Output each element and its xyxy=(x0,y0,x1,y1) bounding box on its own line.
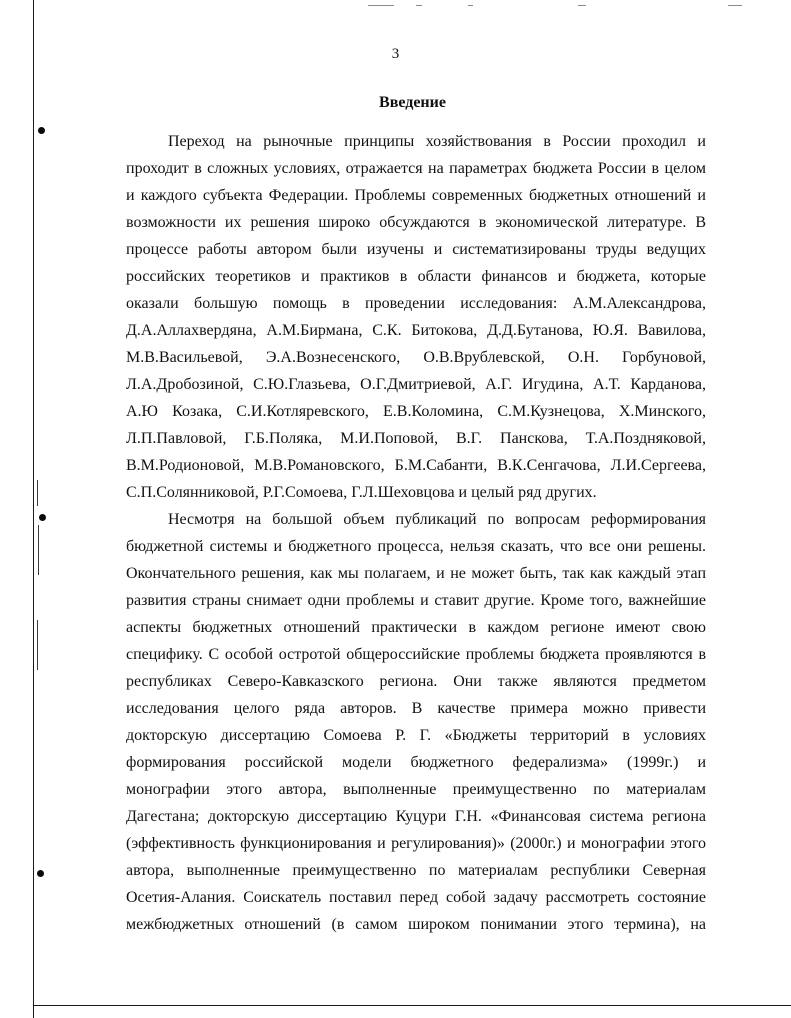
text-line: Дагестана; докторскую диссертацию Куцури Г.Н. «Финансовая система региона xyxy=(126,808,706,825)
text-line: (эффективность функционирования и регулирования)» (2000г.) и монографии этого xyxy=(126,835,706,852)
section-heading: Введение xyxy=(379,94,446,111)
text-line: Л.А.Дробозиной, С.Ю.Глазьева, О.Г.Дмитриевой, А.Г. Игудина, А.Т. Карданова, xyxy=(126,376,706,393)
scan-margin-tick xyxy=(38,525,39,575)
text-line: автора, выполненные преимущественно по материалам республики Северная xyxy=(126,862,706,879)
page-number: 3 xyxy=(391,46,400,62)
binder-hole-mark-top xyxy=(38,127,45,134)
text-line: А.Ю Козака, С.И.Котляревского, Е.В.Коломина, С.М.Кузнецова, Х.Минского, xyxy=(126,403,706,420)
text-line: оказали большую помощь в проведении исследования: А.М.Александрова, xyxy=(126,295,706,312)
text-line: формирования российской модели бюджетного федерализма» (1999г.) и xyxy=(126,754,706,771)
text-line: Осетия-Алания. Соискатель поставил перед собой задачу рассмотреть состояние xyxy=(126,889,706,906)
text-line: Л.П.Павловой, Г.Б.Поляка, М.И.Поповой, В.Г. Панскова, Т.А.Поздняковой, xyxy=(126,430,706,447)
text-line: российских теоретиков и практиков в области финансов и бюджета, которые xyxy=(126,268,706,285)
text-line: В.М.Родионовой, М.В.Романовского, Б.М.Сабанти, В.К.Сенгачова, Л.И.Сергеева, xyxy=(126,457,706,474)
text-line: специфику. С особой остротой общероссийские проблемы бюджета проявляются в xyxy=(126,646,706,663)
text-line: докторскую диссертацию Сомоева Р. Г. «Бюджеты территорий в условиях xyxy=(126,727,706,744)
text-line: межбюджетных отношений (в самом широком понимании этого термина), на xyxy=(126,916,706,933)
binder-hole-mark-middle xyxy=(39,514,46,521)
paragraph xyxy=(126,128,706,506)
text-line: М.В.Васильевой, Э.А.Вознесенского, О.В.Врублевской, О.Н. Горбуновой, xyxy=(126,349,706,366)
text-line: монографии этого автора, выполненные преимущественно по материалам xyxy=(126,781,706,798)
scan-top-marks xyxy=(360,2,760,8)
text-line: С.П.Солянниковой, Р.Г.Сомоева, Г.Л.Шеховцова и целый ряд других. xyxy=(126,484,597,501)
scan-margin-tick xyxy=(37,480,38,506)
text-line: Несмотря на большой объем публикаций по вопросам реформирования xyxy=(168,511,706,528)
text-line: проходит в сложных условиях, отражается на параметрах бюджета России в целом xyxy=(126,160,706,177)
text-line: Д.А.Аллахвердяна, А.М.Бирмана, С.К. Битокова, Д.Д.Бутанова, Ю.Я. Вавилова, xyxy=(126,322,706,339)
scan-margin-tick xyxy=(37,620,38,670)
text-line: Переход на рыночные принципы хозяйствования в России проходил и xyxy=(168,133,706,150)
text-line: и каждого субъекта Федерации. Проблемы современных бюджетных отношений и xyxy=(126,187,706,204)
text-line: республиках Северо-Кавказского региона. Они также являются предметом xyxy=(126,673,706,690)
paragraph xyxy=(126,506,706,938)
text-line: возможности их решения широко обсуждаются в экономической литературе. В xyxy=(126,214,706,231)
scan-left-border xyxy=(33,0,34,1018)
text-line: исследования целого ряда авторов. В качестве примера можно привести xyxy=(126,700,706,717)
text-line: развития страны снимает одни проблемы и ставит другие. Кроме того, важнейшие xyxy=(126,592,706,609)
binder-hole-mark-bottom xyxy=(37,870,44,877)
text-line: бюджетной системы и бюджетного процесса, нельзя сказать, что все они решены. xyxy=(126,538,706,555)
scan-bottom-border xyxy=(33,1005,791,1006)
text-line: процессе работы автором были изучены и систематизированы труды ведущих xyxy=(126,241,706,258)
text-line: аспекты бюджетных отношений практически в каждом регионе имеют свою xyxy=(126,619,706,636)
text-line: Окончательного решения, как мы полагаем, и не может быть, так как каждый этап xyxy=(126,565,706,582)
